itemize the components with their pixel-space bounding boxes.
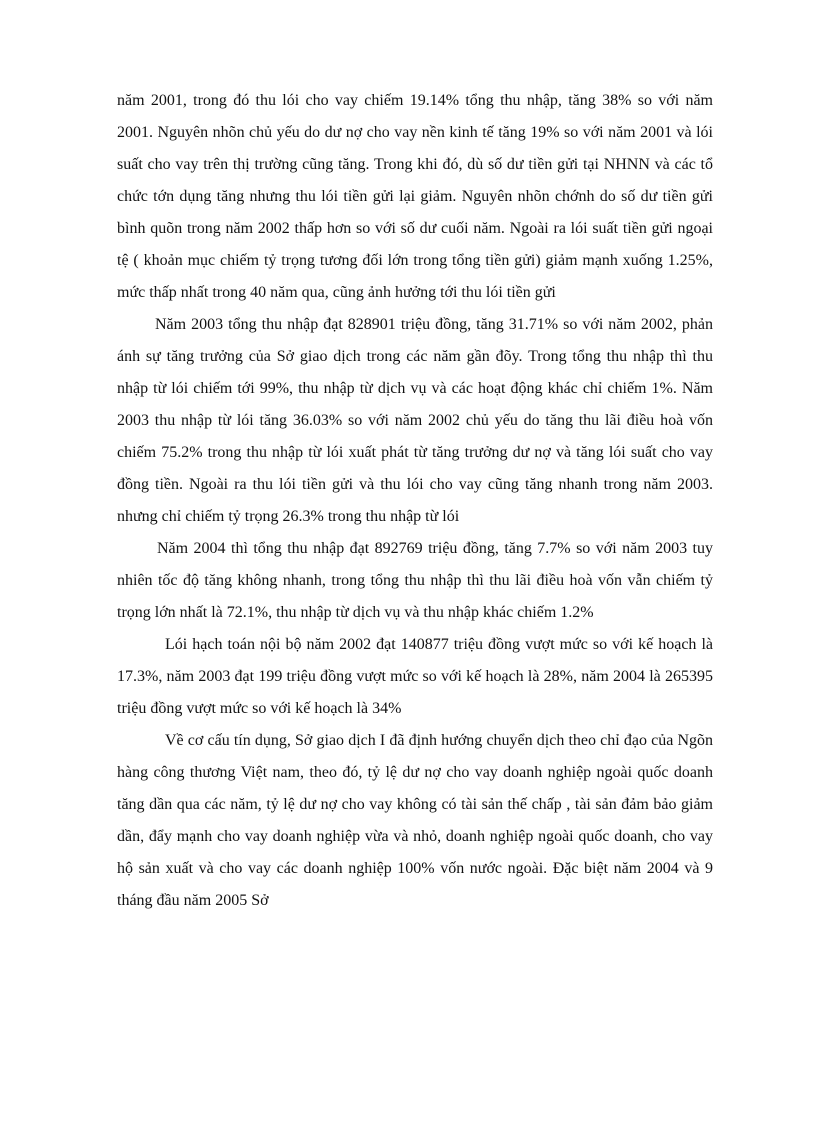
body-text xyxy=(117,85,713,917)
paragraph-credit-structure: Về cơ cấu tín dụng, Sở giao dịch I đã định hướng chuyển dịch theo chỉ đạo của Ngõn hàng công thương Việt nam, theo đó, tỷ lệ dư nợ cho vay doanh nghiệp ngoài quốc doanh tăng dần qua các năm, tỷ lệ dư nợ cho vay không có tài sản thế chấp , tài sản đảm bảo giảm dần, đẩy mạnh cho vay doanh nghiệp vừa và nhỏ, doanh nghiệp ngoài quốc doanh, cho vay hộ sản xuất và cho vay các doanh nghiệp 100% vốn nước ngoài. Đặc biệt năm 2004 và 9 tháng đầu năm 2005 Sở xyxy=(117,732,713,909)
paragraph-income-2004: Năm 2004 thì tổng thu nhập đạt 892769 triệu đồng, tăng 7.7% so với năm 2003 tuy nhiên tốc độ tăng không nhanh, trong tổng thu nhập thì thu lãi điều hoà vốn vẫn chiếm tỷ trọng lớn nhất là 72.1%, thu nhập từ dịch vụ và thu nhập khác chiếm 1.2% xyxy=(117,540,713,621)
paragraph-income-2002: năm 2001, trong đó thu lói cho vay chiếm 19.14% tổng thu nhập, tăng 38% so với năm 2001. Nguyên nhõn chủ yếu do dư nợ cho vay nền kinh tế tăng 19% so với năm 2001 và lói suất cho vay trên thị trường cũng tăng. Trong khi đó, dù số dư tiền gửi tại NHNN và các tổ chức tớn dụng tăng nhưng thu lói tiền gửi lại giảm. Nguyên nhõn chớnh do số dư tiền gửi bình quõn trong năm 2002 thấp hơn so với số dư cuối năm. Ngoài ra lói suất tiền gửi ngoại tệ ( khoản mục chiếm tỷ trọng tương đối lớn trong tổng tiền gửi) giảm mạnh xuống 1.25%, mức thấp nhất trong 40 năm qua, cũng ảnh hưởng tới thu lói tiền gửi xyxy=(117,92,713,301)
paragraph-internal-profit: Lói hạch toán nội bộ năm 2002 đạt 140877 triệu đồng vượt mức so với kế hoạch là 17.3%, năm 2003 đạt 199 triệu đồng vượt mức so với kế hoạch là 28%, năm 2004 là 265395 triệu đồng vượt mức so với kế hoạch là 34% xyxy=(117,636,713,717)
paragraph-income-2003: Năm 2003 tổng thu nhập đạt 828901 triệu đồng, tăng 31.71% so với năm 2002, phản ánh sự tăng trưởng của Sở giao dịch trong các năm gần đõy. Trong tổng thu nhập thì thu nhập từ lói chiếm tới 99%, thu nhập từ dịch vụ và các hoạt động khác chỉ chiếm 1%. Năm 2003 thu nhập từ lói tăng 36.03% so với năm 2002 chủ yếu do tăng thu lãi điều hoà vốn chiếm 75.2% trong thu nhập từ lói xuất phát từ tăng trưởng dư nợ và tăng lói suất cho vay đồng tiền. Ngoài ra thu lói tiền gửi và thu lói cho vay cũng tăng nhanh trong năm 2003. nhưng chỉ chiếm tỷ trọng 26.3% trong thu nhập từ lói xyxy=(117,316,713,525)
